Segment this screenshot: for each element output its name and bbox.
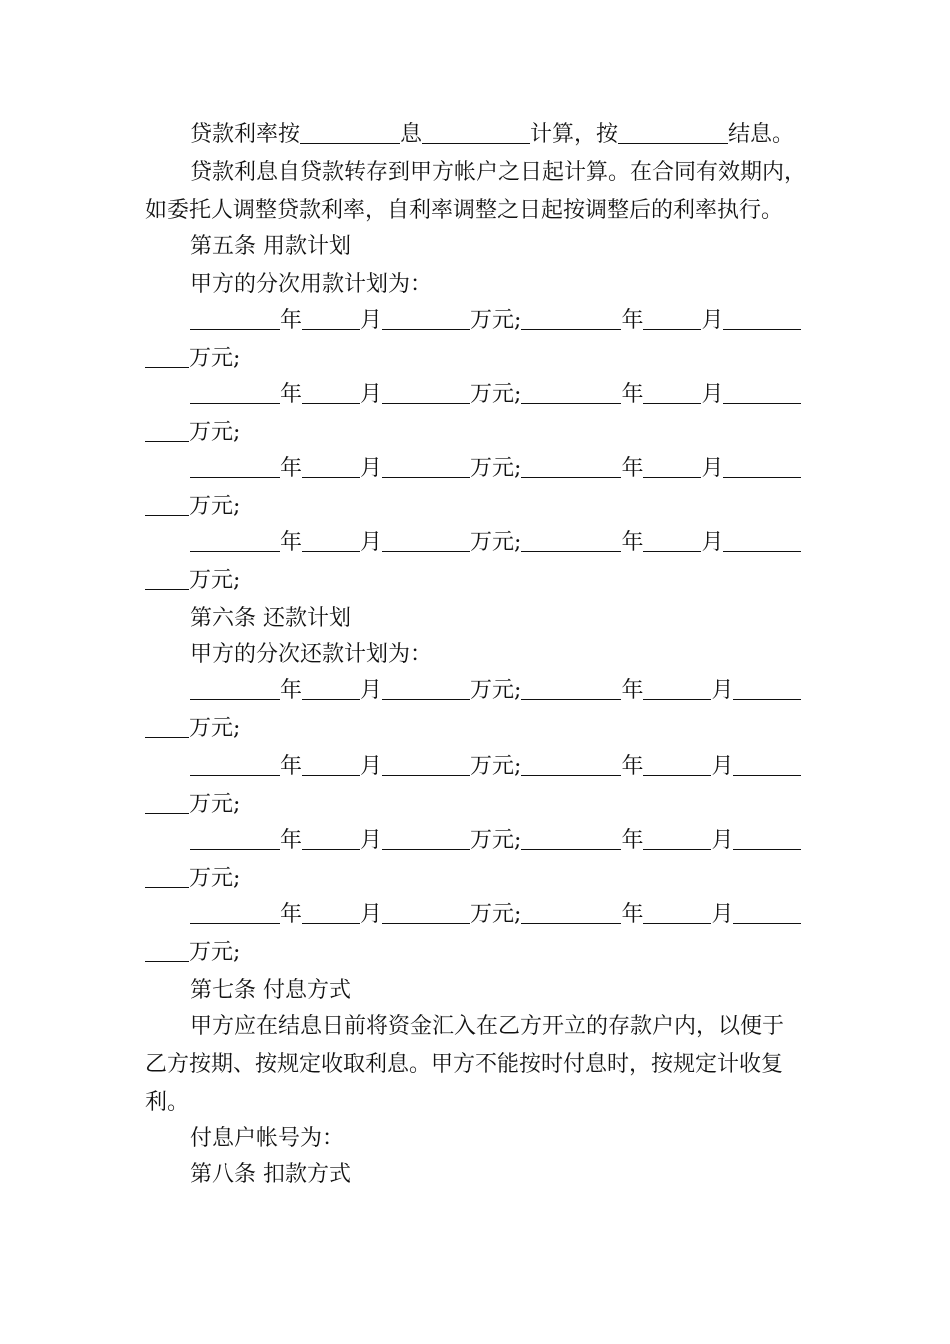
article7-paragraph-line-2: 乙方按期、按规定收取利息。甲方不能按时付息时，按规定计收复 bbox=[145, 1052, 784, 1077]
year-blank[interactable] bbox=[190, 829, 280, 850]
year-label: 年 bbox=[280, 828, 303, 853]
month-blank[interactable] bbox=[643, 531, 701, 552]
amount-blank[interactable] bbox=[145, 793, 189, 814]
repayment-schedule-row bbox=[190, 676, 801, 706]
year-blank[interactable] bbox=[521, 755, 621, 776]
amount-label: 万元; bbox=[470, 678, 522, 703]
article7-heading: 第七条 付息方式 bbox=[190, 978, 351, 1003]
amount-blank[interactable] bbox=[145, 717, 189, 738]
article6-heading: 第六条 还款计划 bbox=[190, 606, 351, 631]
amount-label: 万元; bbox=[470, 828, 522, 853]
usage-schedule-row bbox=[190, 454, 801, 484]
year-blank[interactable] bbox=[521, 829, 621, 850]
month-label: 月 bbox=[701, 530, 724, 555]
rate-text-4: 结息。 bbox=[728, 122, 795, 147]
month-blank[interactable] bbox=[643, 383, 701, 404]
rate-blank[interactable] bbox=[422, 123, 530, 144]
amount-label: 万元; bbox=[470, 456, 522, 481]
month-blank[interactable] bbox=[302, 679, 360, 700]
year-blank[interactable] bbox=[190, 531, 280, 552]
month-blank[interactable] bbox=[643, 829, 711, 850]
amount-label: 万元; bbox=[189, 792, 241, 817]
year-label: 年 bbox=[280, 308, 303, 333]
repayment-schedule-row-end bbox=[145, 714, 240, 744]
usage-schedule-row-end bbox=[145, 492, 240, 522]
month-blank[interactable] bbox=[302, 383, 360, 404]
amount-blank[interactable] bbox=[145, 941, 189, 962]
year-label: 年 bbox=[621, 678, 644, 703]
rate-text-3: 计算，按 bbox=[530, 122, 619, 147]
month-label: 月 bbox=[360, 828, 383, 853]
year-label: 年 bbox=[621, 754, 644, 779]
amount-blank[interactable] bbox=[733, 829, 801, 850]
amount-label: 万元; bbox=[470, 754, 522, 779]
amount-blank[interactable] bbox=[382, 383, 470, 404]
year-label: 年 bbox=[280, 902, 303, 927]
rate-blank[interactable] bbox=[300, 123, 400, 144]
amount-blank[interactable] bbox=[723, 531, 801, 552]
amount-blank[interactable] bbox=[723, 383, 801, 404]
amount-label: 万元; bbox=[189, 346, 241, 371]
amount-blank[interactable] bbox=[733, 755, 801, 776]
year-blank[interactable] bbox=[521, 383, 621, 404]
amount-blank[interactable] bbox=[723, 457, 801, 478]
amount-label: 万元; bbox=[189, 568, 241, 593]
usage-schedule-row-end bbox=[145, 566, 240, 596]
amount-blank[interactable] bbox=[145, 495, 189, 516]
year-blank[interactable] bbox=[190, 309, 280, 330]
amount-blank[interactable] bbox=[382, 309, 470, 330]
usage-schedule-row bbox=[190, 306, 801, 336]
year-blank[interactable] bbox=[190, 679, 280, 700]
month-label: 月 bbox=[360, 382, 383, 407]
year-blank[interactable] bbox=[521, 531, 621, 552]
amount-blank[interactable] bbox=[145, 867, 189, 888]
year-label: 年 bbox=[280, 530, 303, 555]
month-label: 月 bbox=[711, 902, 734, 927]
amount-blank[interactable] bbox=[733, 903, 801, 924]
year-label: 年 bbox=[621, 382, 644, 407]
amount-blank[interactable] bbox=[382, 903, 470, 924]
repayment-schedule-row bbox=[190, 826, 801, 856]
article7-paragraph-line-3: 利。 bbox=[145, 1090, 190, 1115]
amount-label: 万元; bbox=[189, 716, 241, 741]
amount-blank[interactable] bbox=[382, 829, 470, 850]
year-label: 年 bbox=[621, 308, 644, 333]
amount-blank[interactable] bbox=[145, 347, 189, 368]
month-blank[interactable] bbox=[302, 903, 360, 924]
repayment-schedule-row-end bbox=[145, 938, 240, 968]
year-blank[interactable] bbox=[521, 679, 621, 700]
month-label: 月 bbox=[701, 382, 724, 407]
month-blank[interactable] bbox=[643, 679, 711, 700]
article5-heading: 第五条 用款计划 bbox=[190, 234, 351, 259]
amount-blank[interactable] bbox=[382, 531, 470, 552]
year-label: 年 bbox=[621, 530, 644, 555]
month-blank[interactable] bbox=[643, 755, 711, 776]
month-blank[interactable] bbox=[643, 457, 701, 478]
month-label: 月 bbox=[711, 754, 734, 779]
month-blank[interactable] bbox=[302, 531, 360, 552]
year-blank[interactable] bbox=[190, 903, 280, 924]
interest-paragraph-line-2: 如委托人调整贷款利率，自利率调整之日起按调整后的利率执行。 bbox=[145, 198, 784, 223]
month-label: 月 bbox=[711, 678, 734, 703]
month-blank[interactable] bbox=[302, 755, 360, 776]
year-label: 年 bbox=[280, 382, 303, 407]
month-label: 月 bbox=[360, 456, 383, 481]
rate-line bbox=[190, 120, 794, 150]
year-blank[interactable] bbox=[190, 755, 280, 776]
article7-paragraph-line-1: 甲方应在结息日前将资金汇入在乙方开立的存款户内，以便于 bbox=[190, 1014, 785, 1039]
article7-account-label: 付息户帐号为： bbox=[190, 1126, 345, 1151]
month-label: 月 bbox=[360, 530, 383, 555]
amount-label: 万元; bbox=[189, 420, 241, 445]
month-blank[interactable] bbox=[643, 903, 711, 924]
repayment-schedule-row bbox=[190, 900, 801, 930]
repayment-schedule-row bbox=[190, 752, 801, 782]
amount-blank[interactable] bbox=[145, 421, 189, 442]
amount-blank[interactable] bbox=[723, 309, 801, 330]
article8-heading: 第八条 扣款方式 bbox=[190, 1162, 351, 1187]
year-label: 年 bbox=[280, 456, 303, 481]
year-label: 年 bbox=[621, 456, 644, 481]
year-label: 年 bbox=[280, 678, 303, 703]
interest-paragraph-line-1: 贷款利息自贷款转存到甲方帐户之日起计算。在合同有效期内， bbox=[190, 160, 807, 185]
amount-blank[interactable] bbox=[382, 755, 470, 776]
amount-blank[interactable] bbox=[382, 679, 470, 700]
usage-schedule-row bbox=[190, 380, 801, 410]
month-label: 月 bbox=[701, 308, 724, 333]
month-label: 月 bbox=[360, 308, 383, 333]
amount-blank[interactable] bbox=[145, 569, 189, 590]
amount-label: 万元; bbox=[189, 940, 241, 965]
year-label: 年 bbox=[280, 754, 303, 779]
month-blank[interactable] bbox=[302, 309, 360, 330]
month-label: 月 bbox=[701, 456, 724, 481]
article6-intro: 甲方的分次还款计划为： bbox=[190, 642, 433, 667]
year-blank[interactable] bbox=[521, 309, 621, 330]
rate-text-1: 贷款利率按 bbox=[190, 122, 301, 147]
month-blank[interactable] bbox=[302, 829, 360, 850]
amount-label: 万元; bbox=[470, 902, 522, 927]
amount-blank[interactable] bbox=[382, 457, 470, 478]
rate-text-2: 息 bbox=[400, 122, 423, 147]
rate-blank[interactable] bbox=[618, 123, 728, 144]
amount-label: 万元; bbox=[470, 308, 522, 333]
usage-schedule-row-end bbox=[145, 344, 240, 374]
repayment-schedule-row-end bbox=[145, 790, 240, 820]
month-blank[interactable] bbox=[643, 309, 701, 330]
amount-label: 万元; bbox=[189, 866, 241, 891]
amount-blank[interactable] bbox=[733, 679, 801, 700]
year-blank[interactable] bbox=[521, 903, 621, 924]
month-blank[interactable] bbox=[302, 457, 360, 478]
repayment-schedule-row-end bbox=[145, 864, 240, 894]
year-blank[interactable] bbox=[521, 457, 621, 478]
year-blank[interactable] bbox=[190, 383, 280, 404]
usage-schedule-row-end bbox=[145, 418, 240, 448]
year-label: 年 bbox=[621, 828, 644, 853]
usage-schedule-row bbox=[190, 528, 801, 558]
month-label: 月 bbox=[360, 754, 383, 779]
amount-label: 万元; bbox=[189, 494, 241, 519]
amount-label: 万元; bbox=[470, 530, 522, 555]
year-label: 年 bbox=[621, 902, 644, 927]
month-label: 月 bbox=[711, 828, 734, 853]
month-label: 月 bbox=[360, 902, 383, 927]
month-label: 月 bbox=[360, 678, 383, 703]
article5-intro: 甲方的分次用款计划为： bbox=[190, 272, 433, 297]
year-blank[interactable] bbox=[190, 457, 280, 478]
amount-label: 万元; bbox=[470, 382, 522, 407]
